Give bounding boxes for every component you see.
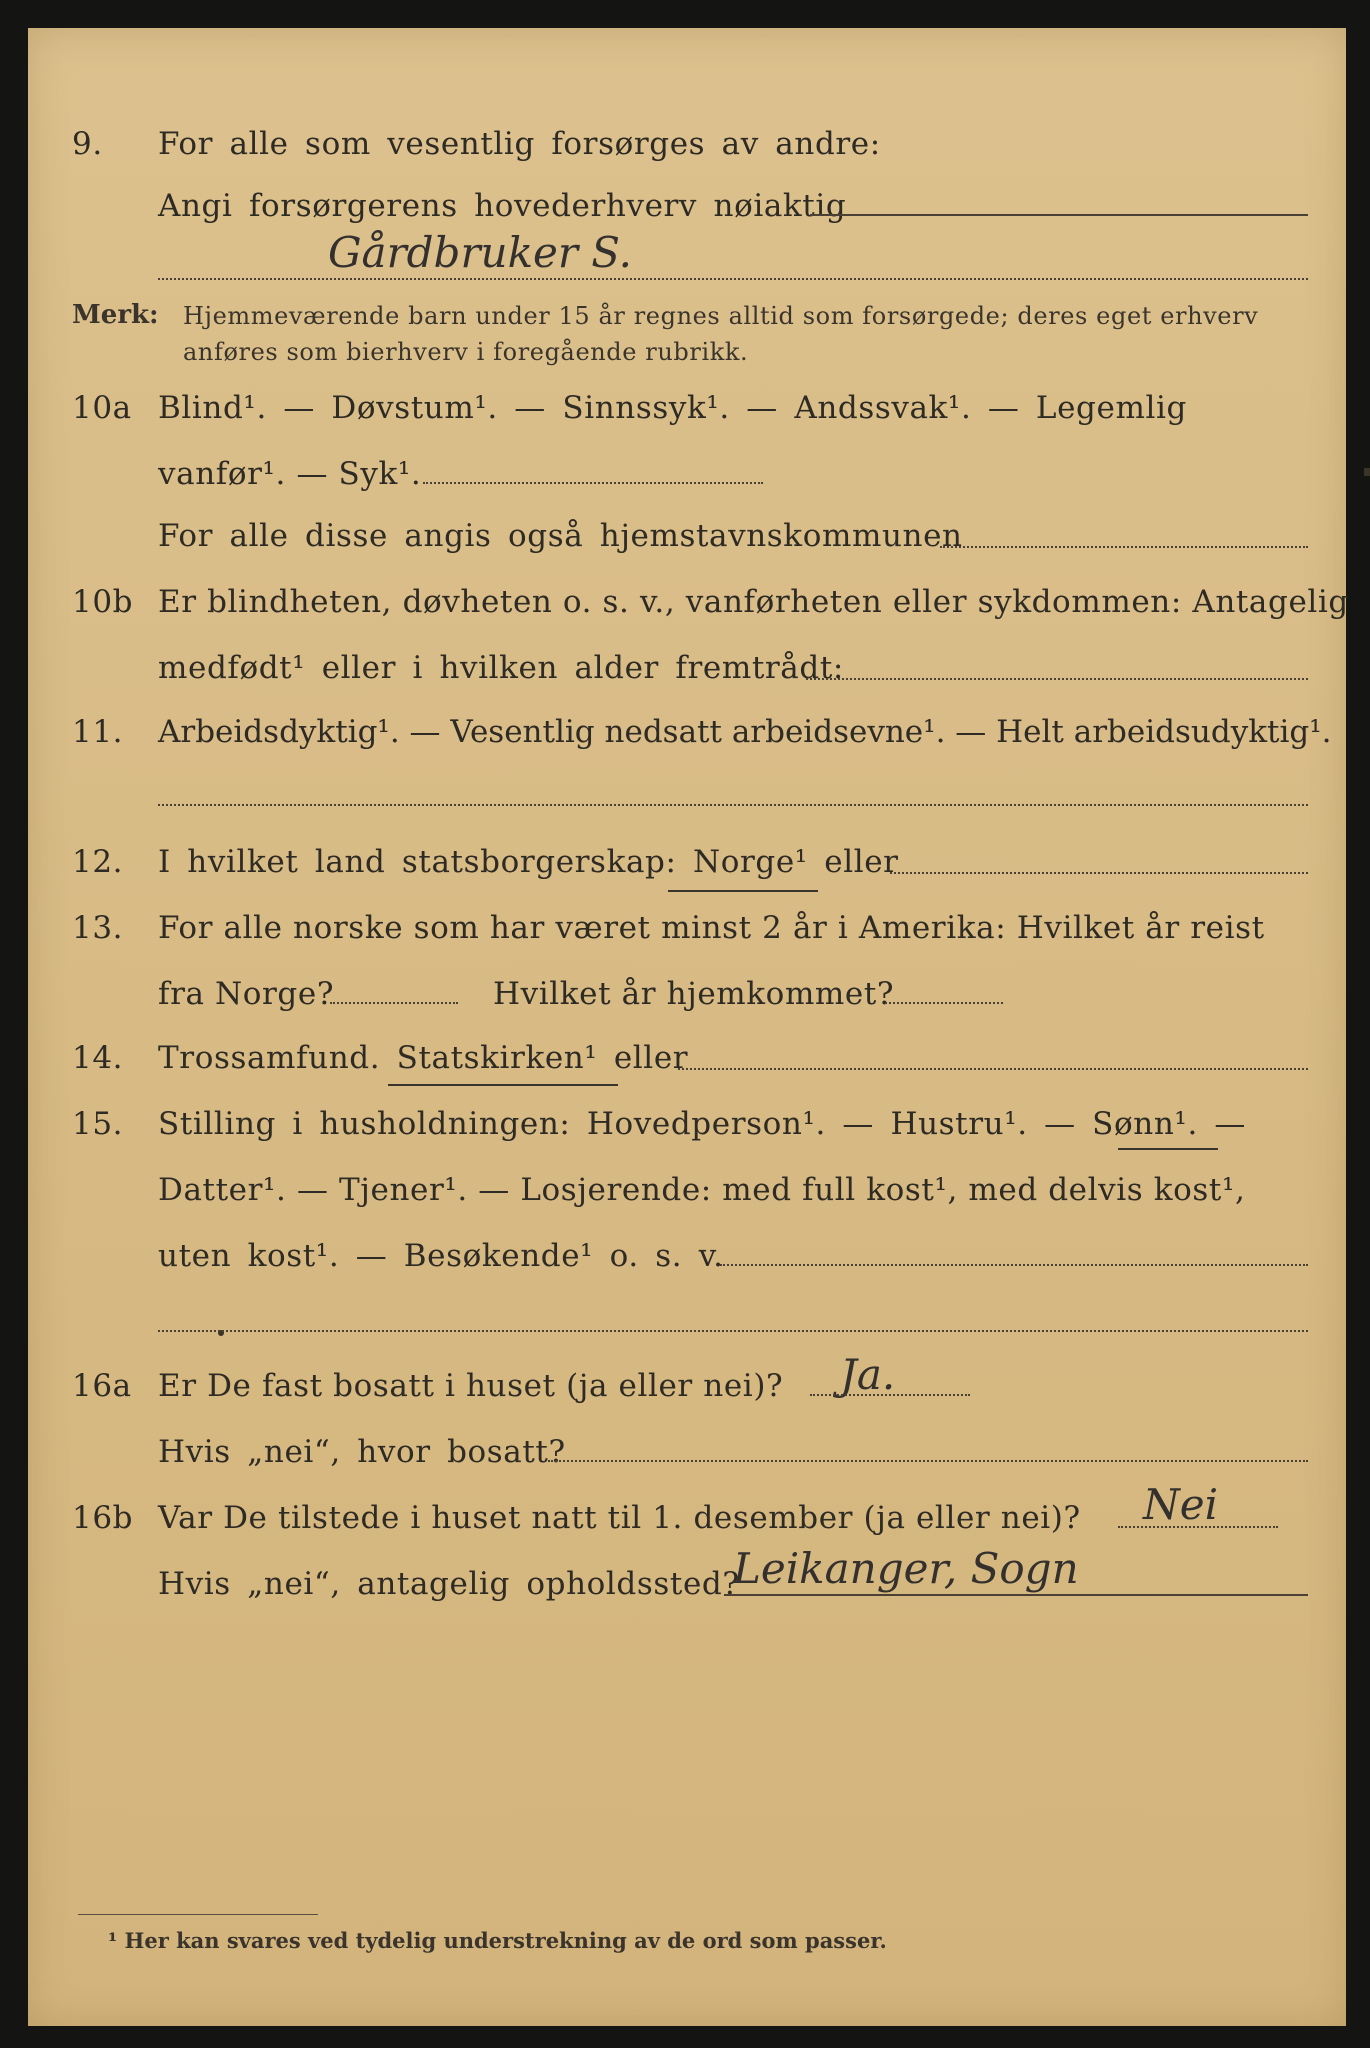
q16a-handwritten-answer: Ja. — [840, 1350, 896, 1399]
merk-line1: Hjemmeværende barn under 15 år regnes alltid som forsørgede; deres eget erhverv — [183, 302, 1259, 330]
q16b-handwritten-answer-1: Nei — [1143, 1480, 1219, 1529]
q15-line2: Datter¹. — Tjener¹. — Losjerende: med full kost¹, med delvis kost¹, — [158, 1172, 1246, 1208]
q12-norge-underline — [668, 890, 818, 892]
q16a-line2: Hvis „nei“, hvor bosatt? — [158, 1434, 566, 1470]
footnote-rule — [78, 1914, 318, 1915]
q11-answer-line — [158, 804, 1308, 806]
q9-answer-line-1 — [810, 214, 1308, 216]
q10a-line3: For alle disse angis også hjemstavnskommunen — [158, 518, 963, 554]
q16b-number: 16b — [72, 1500, 134, 1536]
q9-line1: For alle som vesentlig forsørges av andre: — [158, 126, 881, 162]
merk-label: Merk: — [72, 300, 159, 330]
q16a-line1: Er De fast bosatt i huset (ja eller nei)? — [158, 1368, 784, 1404]
q10a-syk-line — [423, 482, 763, 484]
q12-number: 12. — [72, 844, 124, 880]
q16b-answer-line-1 — [1118, 1526, 1278, 1528]
q16b-line2: Hvis „nei“, antagelig opholdssted? — [158, 1566, 740, 1602]
census-form-page — [28, 28, 1349, 2026]
q12-line1: I hvilket land statsborgerskap: Norge¹ eller — [158, 844, 899, 880]
q10b-line1: Er blindheten, døvheten o. s. v., vanførheten eller sykdommen: Antagelig — [158, 584, 1349, 620]
q15-number: 15. — [72, 1106, 124, 1142]
q10a-line1: Blind¹. — Døvstum¹. — Sinnssyk¹. — Andssvak¹. — Legemlig — [158, 390, 1187, 426]
q13-line2b: Hvilket år hjemkommet? — [493, 976, 895, 1012]
q14-number: 14. — [72, 1040, 124, 1076]
q13-line1: For alle norske som har været minst 2 år i Amerika: Hvilket år reist — [158, 910, 1265, 946]
q9-line2: Angi forsørgerens hovederhverv nøiaktig — [158, 188, 847, 224]
q10a-kommune-line — [940, 546, 1308, 548]
q15-answer-line — [720, 1264, 1308, 1266]
q13-reist-line — [330, 1002, 458, 1004]
q10b-answer-line — [806, 678, 1308, 680]
q10b-number: 10b — [72, 584, 134, 620]
q13-number: 13. — [72, 910, 124, 946]
q10a-line2: vanfør¹. — Syk¹. — [158, 456, 422, 492]
footnote: ¹ Her kan svares ved tydelig understrekning av de ord som passer. — [108, 1928, 887, 1953]
q16a-answer-line — [810, 1394, 970, 1396]
q13-hjemkommet-line — [885, 1002, 1003, 1004]
q10b-line2: medfødt¹ eller i hvilken alder fremtrådt: — [158, 650, 844, 686]
q9-number: 9. — [72, 126, 103, 162]
q16b-handwritten-answer-2: Leikanger, Sogn — [733, 1544, 1079, 1593]
q12-answer-line — [890, 872, 1308, 874]
merk-line2: anføres som bierhverv i foregående rubrikk. — [183, 338, 749, 366]
q11-number: 11. — [72, 714, 124, 750]
edge-mark — [1364, 468, 1370, 476]
q16a-number: 16a — [72, 1368, 132, 1404]
q11-line1: Arbeidsdyktig¹. — Vesentlig nedsatt arbeidsevne¹. — Helt arbeidsudyktig¹. — [158, 714, 1332, 750]
q14-statskirken-underline — [388, 1084, 618, 1086]
q10a-number: 10a — [72, 390, 132, 426]
q16a-bosatt-line — [548, 1460, 1308, 1462]
q15-line3: uten kost¹. — Besøkende¹ o. s. v. — [158, 1238, 724, 1274]
q14-answer-line — [678, 1068, 1308, 1070]
q14-line1: Trossamfund. Statskirken¹ eller — [158, 1040, 689, 1076]
q16b-line1: Var De tilstede i huset natt til 1. desember (ja eller nei)? — [158, 1500, 1081, 1536]
q9-handwritten-answer: Gårdbruker S. — [328, 228, 632, 277]
q15-line1: Stilling i husholdningen: Hovedperson¹. — Hustru¹. — Sønn¹. — — [158, 1106, 1246, 1142]
q15-answer-line-2 — [158, 1330, 1308, 1332]
q9-answer-line-2 — [158, 278, 1308, 280]
q15-sonn-underline — [1118, 1148, 1218, 1150]
q13-line2a: fra Norge? — [158, 976, 335, 1012]
q16b-answer-line-2 — [724, 1594, 1308, 1596]
